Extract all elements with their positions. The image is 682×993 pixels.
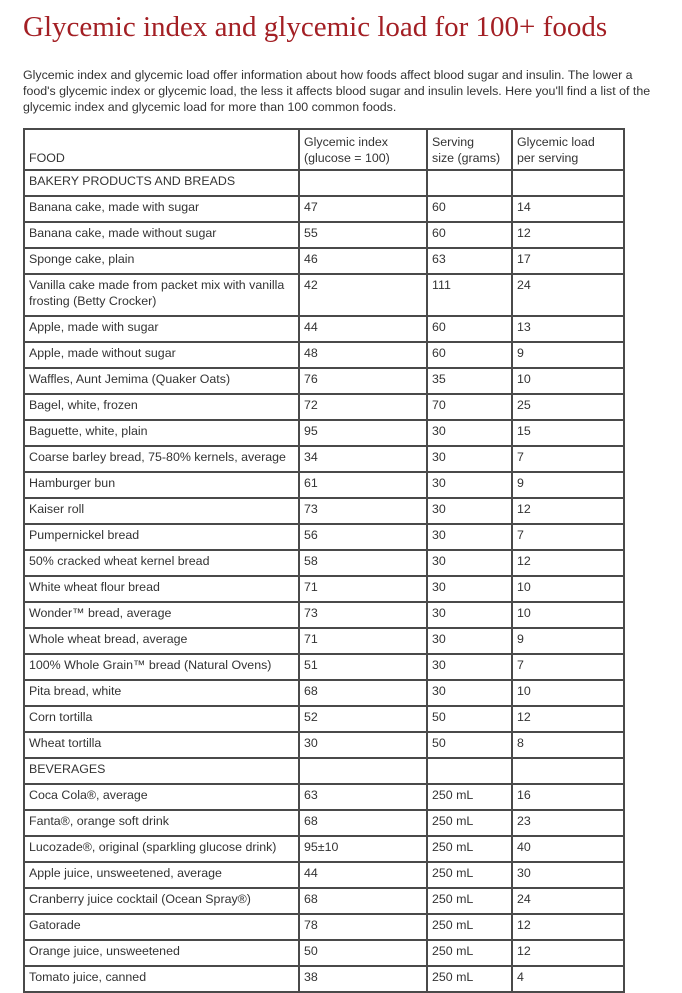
table-row — [24, 472, 624, 498]
serving-size-cell: 30 — [427, 472, 512, 498]
serving-size-cell: 250 mL — [427, 862, 512, 888]
food-cell: Orange juice, unsweetened — [24, 940, 299, 966]
glycemic-index-cell: 47 — [299, 196, 427, 222]
serving-size-cell: 250 mL — [427, 940, 512, 966]
glycemic-index-cell: 46 — [299, 248, 427, 274]
glycemic-index-cell: 51 — [299, 654, 427, 680]
table-row — [24, 888, 624, 914]
glycemic-index-cell: 44 — [299, 862, 427, 888]
glycemic-load-cell: 12 — [512, 706, 624, 732]
glycemic-index-cell: 30 — [299, 732, 427, 758]
food-cell: 100% Whole Grain™ bread (Natural Ovens) — [24, 654, 299, 680]
page-title: Glycemic index and glycemic load for 100+ foods — [23, 11, 608, 43]
food-cell: Apple, made with sugar — [24, 316, 299, 342]
serving-size-cell: 30 — [427, 654, 512, 680]
empty-cell — [299, 170, 427, 196]
header-food-label: FOOD — [29, 151, 65, 165]
glycemic-index-cell: 95 — [299, 420, 427, 446]
header-gi-line1: Glycemic index — [304, 135, 389, 149]
table-row — [24, 524, 624, 550]
food-cell: Wonder™ bread, average — [24, 602, 299, 628]
serving-size-cell: 30 — [427, 550, 512, 576]
food-cell: Waffles, Aunt Jemima (Quaker Oats) — [24, 368, 299, 394]
section-row — [24, 758, 624, 784]
header-serving-line1: Serving — [432, 135, 475, 149]
header-glycemic-load — [512, 129, 624, 170]
table-row — [24, 602, 624, 628]
table-row — [24, 248, 624, 274]
food-cell: Banana cake, made without sugar — [24, 222, 299, 248]
table-row — [24, 394, 624, 420]
serving-size-cell: 250 mL — [427, 784, 512, 810]
serving-size-cell: 30 — [427, 628, 512, 654]
glycemic-load-cell: 7 — [512, 654, 624, 680]
table-row — [24, 940, 624, 966]
glycemic-index-cell: 76 — [299, 368, 427, 394]
glycemic-load-cell: 10 — [512, 602, 624, 628]
serving-size-cell: 30 — [427, 576, 512, 602]
empty-cell — [512, 758, 624, 784]
glycemic-index-cell: 71 — [299, 628, 427, 654]
serving-size-cell: 30 — [427, 680, 512, 706]
glycemic-index-cell: 63 — [299, 784, 427, 810]
glycemic-load-cell: 24 — [512, 888, 624, 914]
glycemic-index-cell: 58 — [299, 550, 427, 576]
glycemic-load-cell: 17 — [512, 248, 624, 274]
glycemic-index-cell: 34 — [299, 446, 427, 472]
glycemic-index-cell: 55 — [299, 222, 427, 248]
table-row — [24, 732, 624, 758]
glycemic-index-cell: 44 — [299, 316, 427, 342]
glycemic-load-cell: 10 — [512, 680, 624, 706]
food-cell: Vanilla cake made from packet mix with vanilla frosting (Betty Crocker) — [24, 274, 299, 316]
glycemic-table — [23, 128, 625, 993]
glycemic-index-cell: 48 — [299, 342, 427, 368]
food-cell: Banana cake, made with sugar — [24, 196, 299, 222]
table-row — [24, 368, 624, 394]
empty-cell — [512, 170, 624, 196]
serving-size-cell: 30 — [427, 498, 512, 524]
glycemic-load-cell: 12 — [512, 222, 624, 248]
table-row — [24, 706, 624, 732]
glycemic-load-cell: 30 — [512, 862, 624, 888]
glycemic-load-cell: 7 — [512, 524, 624, 550]
glycemic-index-cell: 38 — [299, 966, 427, 992]
header-gl-line2: per serving — [517, 151, 579, 165]
table-row — [24, 836, 624, 862]
table-row — [24, 576, 624, 602]
table-row — [24, 446, 624, 472]
glycemic-load-cell: 9 — [512, 472, 624, 498]
header-gl-line1: Glycemic load — [517, 135, 595, 149]
table-row — [24, 196, 624, 222]
section-heading: BAKERY PRODUCTS AND BREADS — [24, 170, 299, 196]
table-row — [24, 342, 624, 368]
section-heading: BEVERAGES — [24, 758, 299, 784]
header-serving-size — [427, 129, 512, 170]
glycemic-load-cell: 8 — [512, 732, 624, 758]
food-cell: Lucozade®, original (sparkling glucose drink) — [24, 836, 299, 862]
glycemic-load-cell: 4 — [512, 966, 624, 992]
glycemic-load-cell: 12 — [512, 498, 624, 524]
glycemic-load-cell: 9 — [512, 628, 624, 654]
glycemic-load-cell: 12 — [512, 550, 624, 576]
table-row — [24, 550, 624, 576]
empty-cell — [299, 758, 427, 784]
serving-size-cell: 250 mL — [427, 836, 512, 862]
glycemic-load-cell: 15 — [512, 420, 624, 446]
serving-size-cell: 50 — [427, 706, 512, 732]
serving-size-cell: 30 — [427, 420, 512, 446]
food-cell: Baguette, white, plain — [24, 420, 299, 446]
food-cell: Hamburger bun — [24, 472, 299, 498]
glycemic-index-cell: 73 — [299, 498, 427, 524]
food-cell: Coca Cola®, average — [24, 784, 299, 810]
food-cell: Gatorade — [24, 914, 299, 940]
table-row — [24, 966, 624, 992]
glycemic-index-cell: 78 — [299, 914, 427, 940]
serving-size-cell: 50 — [427, 732, 512, 758]
serving-size-cell: 60 — [427, 342, 512, 368]
table-row — [24, 316, 624, 342]
empty-cell — [427, 758, 512, 784]
serving-size-cell: 30 — [427, 602, 512, 628]
serving-size-cell: 250 mL — [427, 966, 512, 992]
table-row — [24, 274, 624, 316]
header-serving-line2: size (grams) — [432, 151, 501, 165]
table-row — [24, 862, 624, 888]
glycemic-index-cell: 68 — [299, 888, 427, 914]
serving-size-cell: 60 — [427, 196, 512, 222]
glycemic-index-cell: 68 — [299, 680, 427, 706]
food-cell: Kaiser roll — [24, 498, 299, 524]
food-cell: Apple juice, unsweetened, average — [24, 862, 299, 888]
glycemic-load-cell: 24 — [512, 274, 624, 316]
header-gi-line2: (glucose = 100) — [304, 151, 390, 165]
serving-size-cell: 35 — [427, 368, 512, 394]
intro-paragraph: Glycemic index and glycemic load offer information about how foods affect blood sugar and insulin. The lower a food's glycemic index or glycemic load, the less it affects blood sugar and insulin levels. Here you'll find a list of the glycemic index and glycemic load for more than 100 common foods. — [23, 68, 651, 115]
glycemic-index-cell: 52 — [299, 706, 427, 732]
glycemic-load-cell: 12 — [512, 940, 624, 966]
glycemic-load-cell: 10 — [512, 576, 624, 602]
table-row — [24, 628, 624, 654]
glycemic-index-cell: 56 — [299, 524, 427, 550]
section-row — [24, 170, 624, 196]
glycemic-load-cell: 23 — [512, 810, 624, 836]
food-cell: Coarse barley bread, 75-80% kernels, average — [24, 446, 299, 472]
glycemic-index-cell: 73 — [299, 602, 427, 628]
serving-size-cell: 250 mL — [427, 810, 512, 836]
glycemic-index-cell: 71 — [299, 576, 427, 602]
food-cell: 50% cracked wheat kernel bread — [24, 550, 299, 576]
serving-size-cell: 250 mL — [427, 888, 512, 914]
serving-size-cell: 30 — [427, 524, 512, 550]
glycemic-load-cell: 7 — [512, 446, 624, 472]
table-row — [24, 914, 624, 940]
serving-size-cell: 70 — [427, 394, 512, 420]
glycemic-load-cell: 10 — [512, 368, 624, 394]
food-cell: Cranberry juice cocktail (Ocean Spray®) — [24, 888, 299, 914]
serving-size-cell: 60 — [427, 222, 512, 248]
food-cell: Sponge cake, plain — [24, 248, 299, 274]
glycemic-index-cell: 95±10 — [299, 836, 427, 862]
food-cell: Pita bread, white — [24, 680, 299, 706]
table-row — [24, 498, 624, 524]
serving-size-cell: 111 — [427, 274, 512, 316]
food-cell: Fanta®, orange soft drink — [24, 810, 299, 836]
glycemic-index-cell: 61 — [299, 472, 427, 498]
table-row — [24, 654, 624, 680]
food-cell: Apple, made without sugar — [24, 342, 299, 368]
header-food — [24, 129, 299, 170]
glycemic-index-cell: 42 — [299, 274, 427, 316]
glycemic-index-cell: 50 — [299, 940, 427, 966]
glycemic-load-cell: 14 — [512, 196, 624, 222]
food-cell: Whole wheat bread, average — [24, 628, 299, 654]
empty-cell — [427, 170, 512, 196]
food-cell: Pumpernickel bread — [24, 524, 299, 550]
glycemic-load-cell: 25 — [512, 394, 624, 420]
table-body — [24, 170, 624, 992]
glycemic-load-cell: 9 — [512, 342, 624, 368]
glycemic-load-cell: 40 — [512, 836, 624, 862]
table-row — [24, 810, 624, 836]
glycemic-load-cell: 12 — [512, 914, 624, 940]
serving-size-cell: 60 — [427, 316, 512, 342]
food-cell: Bagel, white, frozen — [24, 394, 299, 420]
food-cell: Corn tortilla — [24, 706, 299, 732]
glycemic-index-cell: 72 — [299, 394, 427, 420]
table-row — [24, 420, 624, 446]
glycemic-load-cell: 16 — [512, 784, 624, 810]
food-cell: White wheat flour bread — [24, 576, 299, 602]
table-row — [24, 680, 624, 706]
table-row — [24, 784, 624, 810]
table-row — [24, 222, 624, 248]
header-glycemic-index — [299, 129, 427, 170]
glycemic-index-cell: 68 — [299, 810, 427, 836]
serving-size-cell: 30 — [427, 446, 512, 472]
food-cell: Tomato juice, canned — [24, 966, 299, 992]
food-cell: Wheat tortilla — [24, 732, 299, 758]
serving-size-cell: 250 mL — [427, 914, 512, 940]
glycemic-load-cell: 13 — [512, 316, 624, 342]
serving-size-cell: 63 — [427, 248, 512, 274]
table-header-row — [24, 129, 624, 170]
